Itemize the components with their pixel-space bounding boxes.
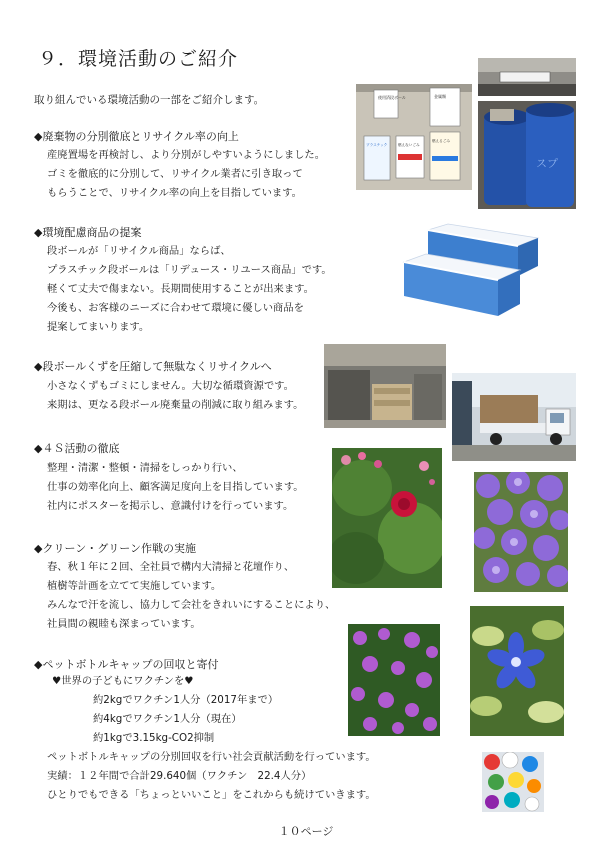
intro-text: 取り組んでいる環境活動の一部をご紹介します。 (34, 94, 265, 106)
rose-garden-photo (332, 448, 442, 588)
section-body-bottle-caps (47, 748, 376, 805)
body-line: みんなで汗を流し、協力して会社をきれいにすることにより、 (47, 599, 336, 611)
section-heading-clean-green: ◆クリーン・グリーン作戦の実施 (34, 542, 197, 555)
body-line: プラスチック段ボールは「リデュース・リユース商品」です。 (47, 264, 332, 276)
bin-sign-label: 燃えるごみ (432, 139, 450, 143)
rate-line: 約1kgで3.15kg-CO2抑制 (93, 732, 215, 744)
body-line: 社内にポスターを掲示し、意識付けを行っています。 (47, 500, 294, 512)
body-line: 実績：１２年間で合計29.640個（ワクチン 22.4人分） (47, 770, 312, 782)
body-line: 今後も、お客様のニーズに合わせて環境に優しい商品を (47, 302, 304, 314)
recycling-truck-photo (452, 373, 576, 461)
bin-sign-label: 燃えないごみ (398, 143, 420, 147)
rate-line: 約4kgでワクチン1人分（現在） (93, 713, 242, 725)
body-line: 来期は、更なる段ボール廃棄量の削減に取り組みます。 (47, 399, 304, 411)
body-line: 春、秋１年に２回、全社員で構内大清掃と花壇作り、 (47, 561, 295, 573)
body-line: 整理・清潔・整頓・清掃をしっかり行い、 (47, 462, 243, 474)
vaccine-rates (93, 691, 278, 748)
purple-verbena-photo (474, 472, 568, 592)
body-line: 小さなくずもゴミにしません。大切な循環資源です。 (47, 380, 294, 392)
section-body-waste (47, 146, 325, 203)
body-line: ゴミを徹底的に分別して、リサイクル業者に引き取って (47, 168, 303, 180)
section-body-clean-green (47, 558, 335, 634)
body-line: ひとりでもできる「ちょっといいこと」をこれからも続けていきます。 (47, 789, 376, 801)
body-line: ペットボトルキャップの分別回収を行い社会貢献活動を行っています。 (47, 751, 376, 763)
cardboard-compressor-photo (324, 344, 446, 428)
body-line: 仕事の効率化向上、顧客満足度向上を目指しています。 (47, 481, 304, 493)
bottle-caps-photo (482, 752, 544, 812)
page-title: ９．環境活動のご紹介 (38, 48, 239, 70)
body-line: もらうことで、リサイクル率の向上を目指しています。 (47, 187, 302, 199)
section-body-4s (47, 459, 304, 516)
section-body-compress (47, 377, 303, 415)
svg-text:スプ: スプ (536, 157, 558, 170)
facility-sign-photo (478, 58, 576, 96)
section-heading-waste: ◆廃棄物の分別徹底とリサイクル率の向上 (34, 130, 239, 143)
section-heading-bottle-caps: ◆ペットボトルキャップの回収と寄付 (34, 658, 219, 671)
bin-sign-label: 使用済段ボール (378, 95, 406, 100)
section-body-eco-products (47, 242, 332, 337)
body-line: 産廃置場を再検討し、より分別がしやすいようにしました。 (47, 149, 326, 161)
body-line: 軽くて丈夫で傷まない。長期間使用することが出来ます。 (47, 283, 314, 295)
rate-line: 約2kgでワクチン1人分（2017年まで） (93, 694, 279, 706)
section-heading-compress: ◆段ボールくずを圧縮して無駄なくリサイクルへ (34, 360, 272, 373)
body-line: 社員間の親睦も深まっています。 (47, 618, 201, 630)
waste-sorting-signs-photo (356, 84, 472, 190)
page-number: １０ページ (278, 825, 334, 838)
blue-periwinkle-photo (470, 606, 564, 736)
bin-sign-label: プラスチック (366, 143, 388, 147)
blue-recycling-drums-photo (478, 101, 576, 209)
body-line: 提案してまいります。 (47, 321, 150, 333)
plastic-corrugated-boxes-photo (398, 220, 548, 322)
bin-sign-label: 金属類 (434, 94, 446, 99)
body-line: 段ボールが「リサイクル商品」ならば、 (47, 245, 231, 257)
body-line: 植樹等計画を立てて実施しています。 (47, 580, 222, 592)
pink-phlox-photo (348, 624, 440, 736)
vaccine-slogan: ♥世界の子どもにワクチンを♥ (52, 675, 194, 687)
section-heading-4s: ◆４Ｓ活動の徹底 (34, 442, 120, 455)
section-heading-eco-products: ◆環境配慮商品の提案 (34, 226, 142, 239)
